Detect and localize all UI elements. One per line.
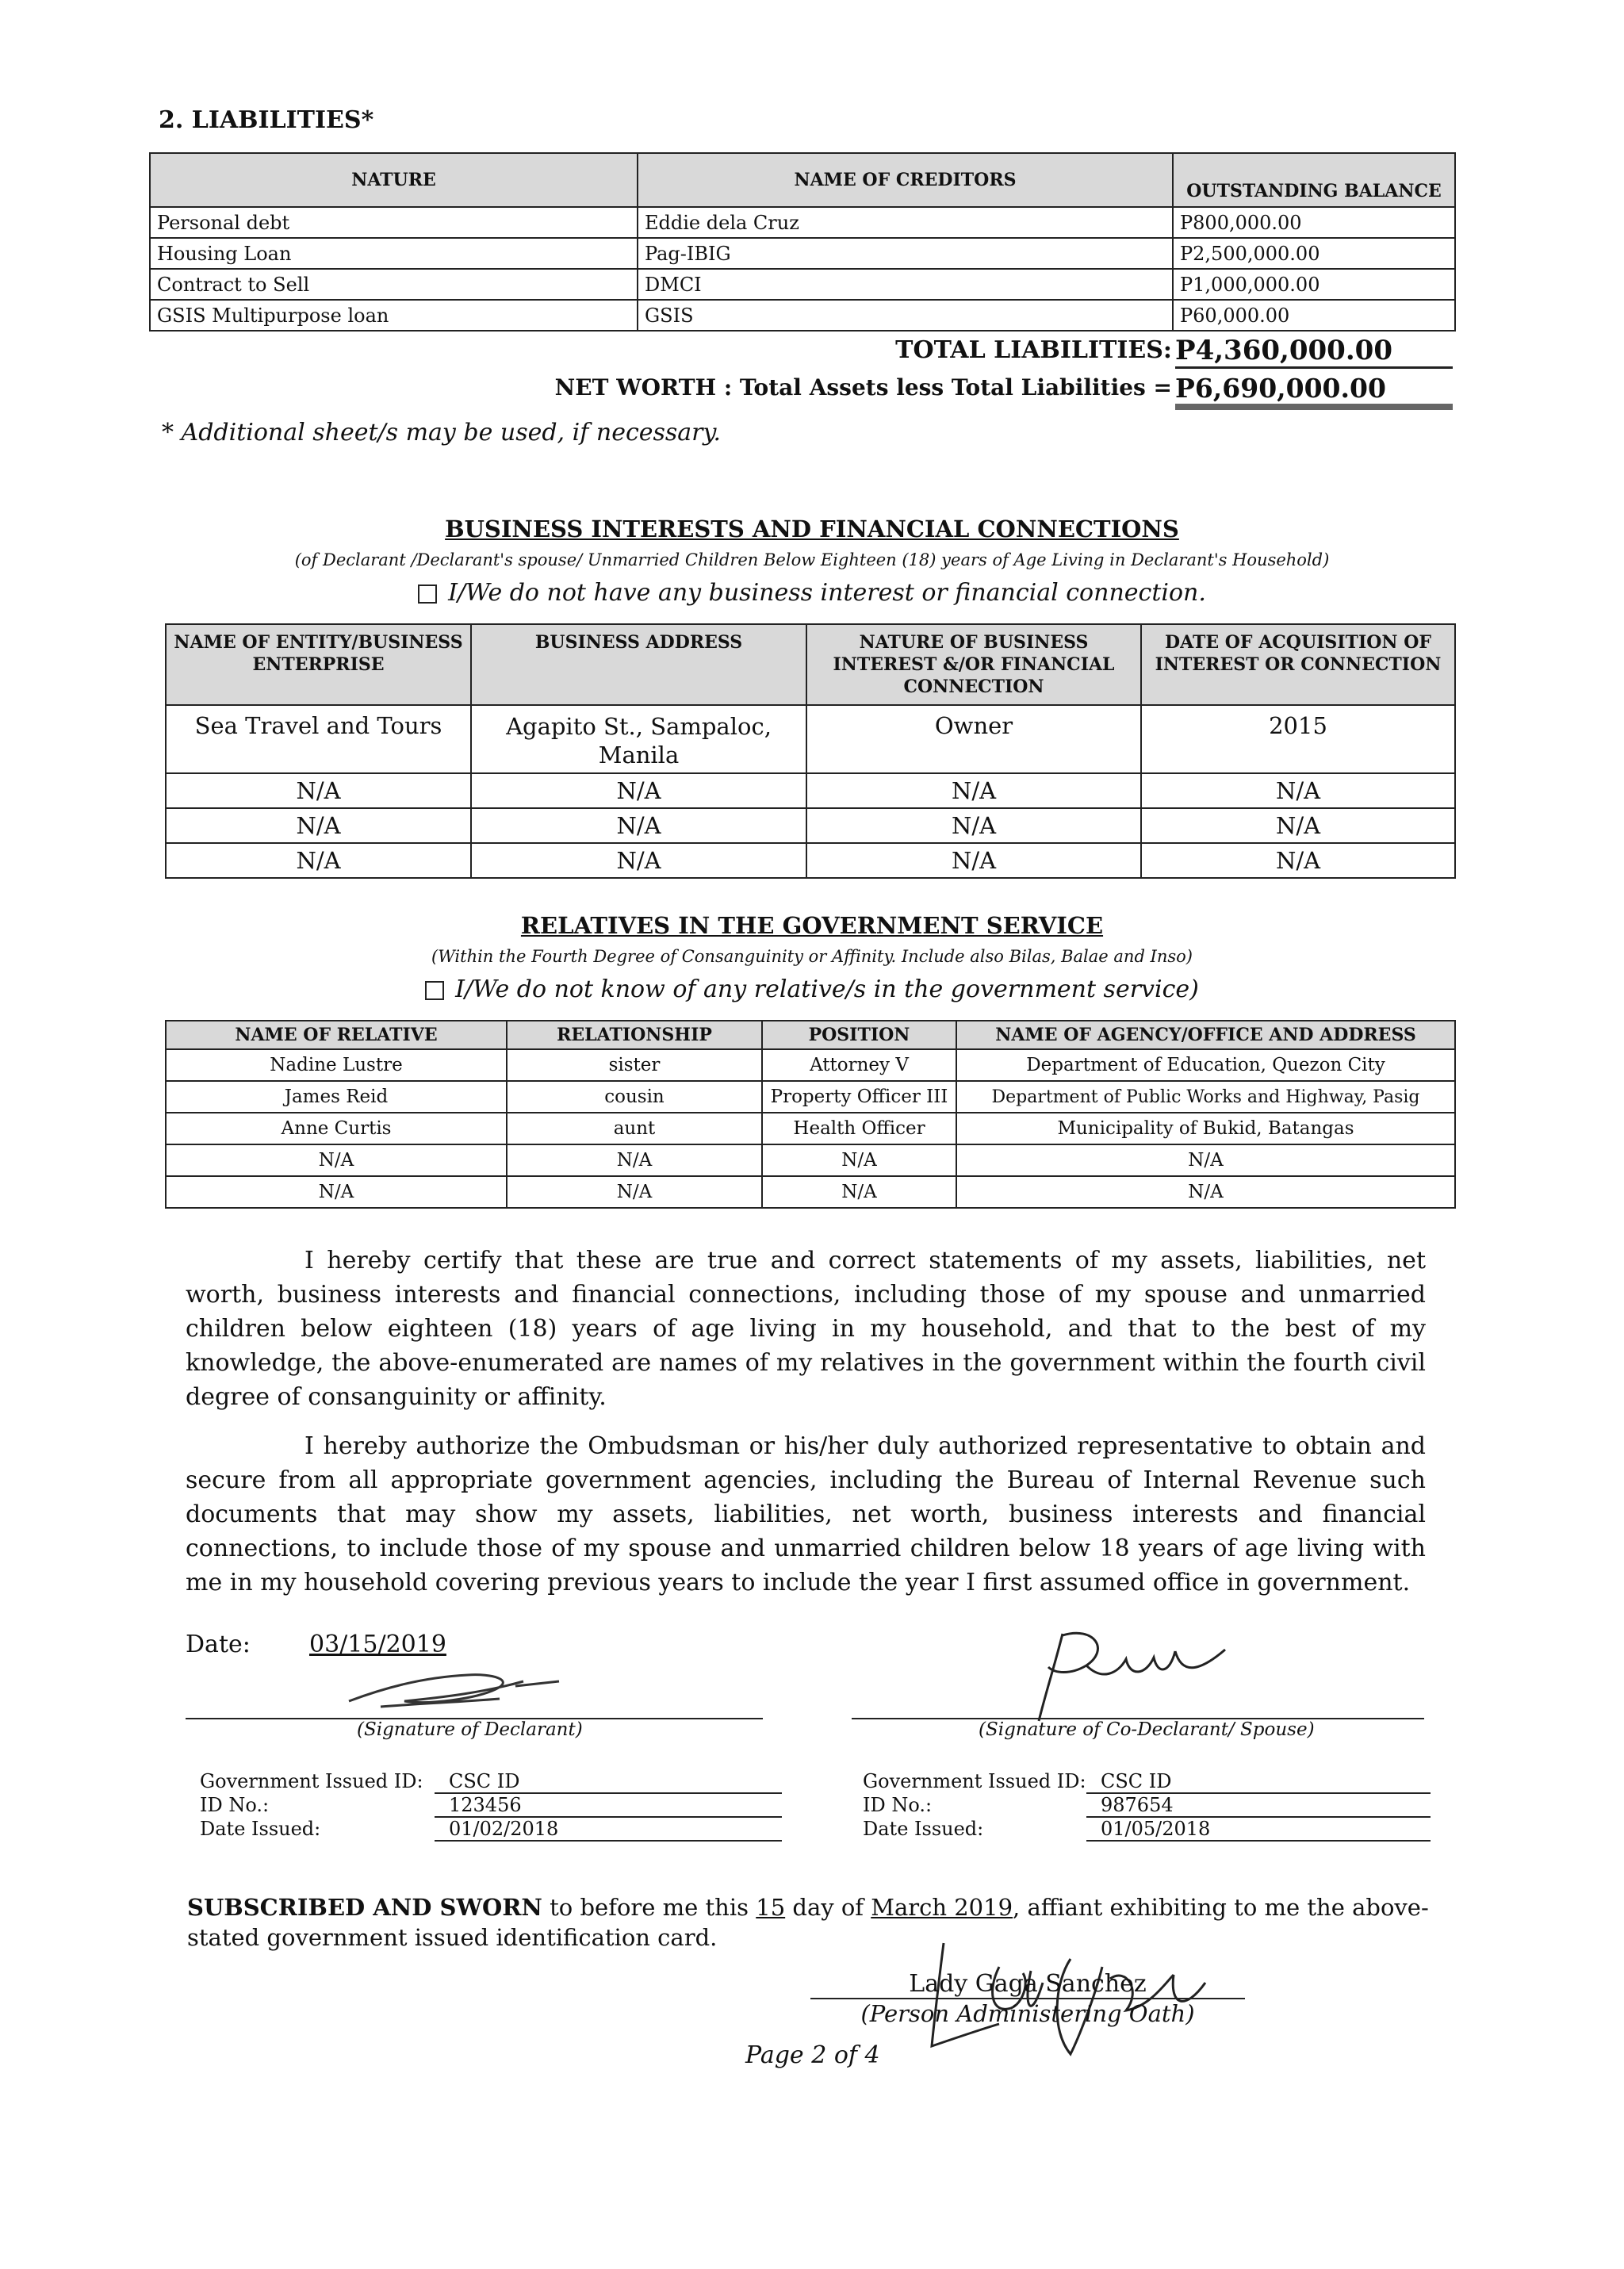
total-liabilities-value: P4,360,000.00	[1175, 335, 1453, 369]
administrator-caption: (Person Administering Oath)	[860, 2000, 1195, 2027]
total-liabilities-label: TOTAL LIABILITIES:	[895, 336, 1172, 364]
date-cell: N/A	[1141, 843, 1455, 878]
nature-cell: N/A	[806, 843, 1141, 878]
nature-cell: GSIS Multipurpose loan	[150, 300, 638, 331]
position-cell: N/A	[762, 1144, 956, 1176]
declarant-date-issued-label: Date Issued:	[200, 1818, 321, 1840]
table-row	[150, 300, 1455, 331]
nature-cell: Contract to Sell	[150, 269, 638, 300]
administrator-name: Lady Gaga Sanchez	[810, 1970, 1245, 1999]
table-row	[166, 1113, 1455, 1144]
oath-paragraph	[187, 1892, 1440, 1953]
date-value: 03/15/2019	[309, 1631, 446, 1658]
table-row	[150, 207, 1455, 238]
date-cell: N/A	[1141, 773, 1455, 808]
nature-cell: Owner	[806, 705, 1141, 773]
oath-text-3: , affiant exhibiting to me the above-stated government issued identification card.	[187, 1894, 1429, 1951]
relatives-header-row	[166, 1021, 1455, 1049]
business-table	[165, 623, 1456, 879]
date-cell: 2015	[1141, 705, 1455, 773]
table-row	[166, 1049, 1455, 1081]
declarant-date-issued-value: 01/02/2018	[435, 1818, 782, 1842]
business-header-row	[166, 624, 1455, 705]
declarant-id-type-label: Government Issued ID:	[200, 1770, 423, 1792]
creditor-cell: Pag-IBIG	[638, 238, 1173, 269]
additional-sheets-note: * Additional sheet/s may be used, if necessary.	[162, 419, 722, 447]
net-worth-value: P6,690,000.00	[1175, 373, 1453, 410]
header-creditors: NAME OF CREDITORS	[638, 153, 1173, 207]
oath-month-year: March 2019	[871, 1894, 1013, 1921]
liabilities-header-row	[150, 153, 1455, 207]
table-row	[166, 773, 1455, 808]
oath-text-2: day of	[785, 1894, 871, 1921]
date-label: Date:	[186, 1631, 251, 1658]
nature-cell: N/A	[806, 773, 1141, 808]
header-nature: NATURE	[150, 153, 638, 207]
address-cell: N/A	[471, 843, 806, 878]
entity-cell: N/A	[166, 808, 471, 843]
relatives-title: RELATIVES IN THE GOVERNMENT SERVICE	[520, 912, 1104, 939]
table-row	[150, 269, 1455, 300]
liabilities-title: 2. LIABILITIES*	[159, 106, 374, 134]
spouse-date-issued-value: 01/05/2018	[1086, 1818, 1431, 1842]
certification-paragraph-1: I hereby certify that these are true and correct statements of my assets, liabilities, net worth, business interests and financial connections, including those of my spouse and unmarried children below eighteen (18) years of age living in my household, and that to the best of my knowledge, the above-enumerated are names of my relatives in the government within the fourth civil degree of consanguinity or affinity.	[186, 1247, 1426, 1411]
creditor-cell: GSIS	[638, 300, 1173, 331]
net-worth-label: NET WORTH : Total Assets less Total Liabilities =	[554, 374, 1172, 401]
agency-cell: N/A	[956, 1144, 1455, 1176]
entity-cell: N/A	[166, 843, 471, 878]
oath-bold-text: SUBSCRIBED AND SWORN	[187, 1894, 542, 1921]
spouse-id-no-value: 987654	[1086, 1794, 1431, 1818]
business-subtitle: (of Declarant /Declarant's spouse/ Unmarried Children Below Eighteen (18) years of Age Living in Declarant's Household)	[294, 550, 1330, 569]
relationship-cell: aunt	[507, 1113, 762, 1144]
nature-cell: N/A	[806, 808, 1141, 843]
balance-cell: P60,000.00	[1173, 300, 1455, 331]
position-cell: N/A	[762, 1176, 956, 1208]
address-cell: N/A	[471, 773, 806, 808]
nature-cell: Housing Loan	[150, 238, 638, 269]
balance-cell: P2,500,000.00	[1173, 238, 1455, 269]
relationship-cell: sister	[507, 1049, 762, 1081]
header-relationship: RELATIONSHIP	[507, 1021, 762, 1049]
declarant-id-type-value: CSC ID	[435, 1770, 782, 1794]
spouse-id-no-label: ID No.:	[863, 1794, 933, 1816]
nature-cell: Personal debt	[150, 207, 638, 238]
header-agency: NAME OF AGENCY/OFFICE AND ADDRESS	[956, 1021, 1455, 1049]
relative-name-cell: Anne Curtis	[166, 1113, 507, 1144]
address-cell: N/A	[471, 808, 806, 843]
position-cell: Health Officer	[762, 1113, 956, 1144]
spouse-date-issued-label: Date Issued:	[863, 1818, 984, 1840]
spouse-id-type-label: Government Issued ID:	[863, 1770, 1086, 1792]
spouse-signature-mark	[999, 1618, 1237, 1729]
checkbox[interactable]	[418, 584, 437, 604]
header-position: POSITION	[762, 1021, 956, 1049]
position-cell: Property Officer III	[762, 1081, 956, 1113]
entity-cell: N/A	[166, 773, 471, 808]
position-cell: Attorney V	[762, 1049, 956, 1081]
business-title: BUSINESS INTERESTS AND FINANCIAL CONNECTIONS	[445, 516, 1179, 542]
table-row	[166, 808, 1455, 843]
declarant-id-no-label: ID No.:	[200, 1794, 270, 1816]
agency-cell: N/A	[956, 1176, 1455, 1208]
spouse-signature-caption: (Signature of Co-Declarant/ Spouse)	[979, 1719, 1315, 1740]
creditor-cell: Eddie dela Cruz	[638, 207, 1173, 238]
table-row	[166, 1176, 1455, 1208]
balance-cell: P1,000,000.00	[1173, 269, 1455, 300]
creditor-cell: DMCI	[638, 269, 1173, 300]
table-row	[166, 705, 1455, 773]
agency-cell: Department of Education, Quezon City	[956, 1049, 1455, 1081]
page-number: Page 2 of 4	[745, 2041, 880, 2069]
business-none-option[interactable]	[0, 579, 1624, 607]
header-nature: NATURE OF BUSINESS INTEREST &/OR FINANCIAL CONNECTION	[806, 624, 1141, 705]
table-row	[166, 843, 1455, 878]
checkbox[interactable]	[425, 981, 444, 1000]
spouse-id-type-value: CSC ID	[1086, 1770, 1431, 1794]
header-date-acquired: DATE OF ACQUISITION OF INTEREST OR CONNECTION	[1141, 624, 1455, 705]
header-address: BUSINESS ADDRESS	[471, 624, 806, 705]
oath-day: 15	[756, 1894, 786, 1921]
table-row	[150, 238, 1455, 269]
entity-cell: Sea Travel and Tours	[166, 705, 471, 773]
business-none-label: I/We do not have any business interest or financial connection.	[448, 579, 1206, 607]
relatives-none-option[interactable]	[0, 975, 1624, 1003]
oath-text-1: to before me this	[542, 1894, 756, 1921]
relationship-cell: N/A	[507, 1176, 762, 1208]
header-balance: OUTSTANDING BALANCE	[1173, 153, 1455, 207]
relatives-table	[165, 1020, 1456, 1209]
relative-name-cell: Nadine Lustre	[166, 1049, 507, 1081]
header-relative-name: NAME OF RELATIVE	[166, 1021, 507, 1049]
balance-cell: P800,000.00	[1173, 207, 1455, 238]
relative-name-cell: James Reid	[166, 1081, 507, 1113]
relative-name-cell: N/A	[166, 1176, 507, 1208]
date-cell: N/A	[1141, 808, 1455, 843]
relatives-none-label: I/We do not know of any relative/s in the government service)	[455, 975, 1199, 1003]
liabilities-table	[149, 152, 1456, 332]
declarant-signature-caption: (Signature of Declarant)	[357, 1719, 583, 1740]
relative-name-cell: N/A	[166, 1144, 507, 1176]
address-cell: Agapito St., Sampaloc, Manila	[471, 705, 806, 773]
relatives-subtitle: (Within the Fourth Degree of Consanguinity or Affinity. Include also Bilas, Balae and Inso)	[431, 947, 1193, 966]
certification-paragraph-2: I hereby authorize the Ombudsman or his/her duly authorized representative to obtain and secure from all appropriate government agencies, including the Bureau of Internal Revenue such documents that may show my assets, liabilities, net worth, business interests and financial connections, to include those of my spouse and unmarried children below 18 years of age living with me in my household covering previous years to include the year I first assumed office in government.	[186, 1432, 1426, 1596]
declarant-signature-mark	[333, 1658, 571, 1721]
relationship-cell: N/A	[507, 1144, 762, 1176]
relationship-cell: cousin	[507, 1081, 762, 1113]
declarant-id-no-value: 123456	[435, 1794, 782, 1818]
table-row	[166, 1081, 1455, 1113]
header-entity: NAME OF ENTITY/BUSINESS ENTERPRISE	[166, 624, 471, 705]
agency-cell: Department of Public Works and Highway, Pasig	[956, 1081, 1455, 1113]
agency-cell: Municipality of Bukid, Batangas	[956, 1113, 1455, 1144]
table-row	[166, 1144, 1455, 1176]
